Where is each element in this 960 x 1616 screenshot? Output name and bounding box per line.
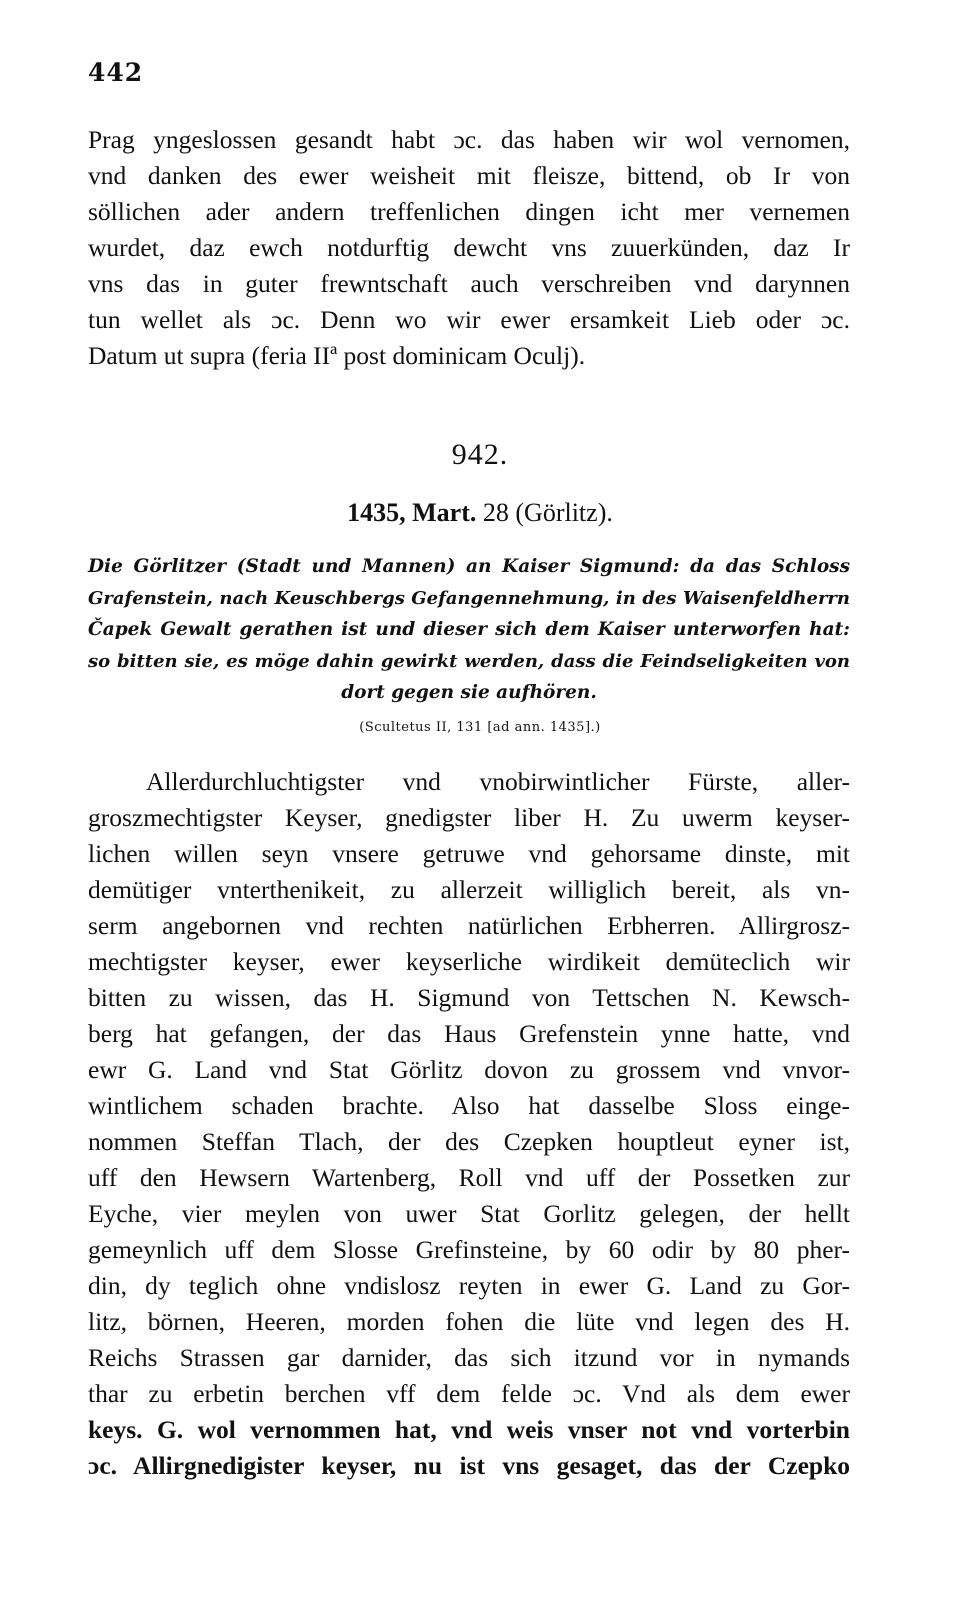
text-line: lichen willen seyn vnsere getruwe vnd gehorsame dinste, mit xyxy=(88,839,850,868)
text-line: Reichs Strassen gar darnider, das sich itzund vor in nymands xyxy=(88,1343,850,1372)
text-line: serm angebornen vnd rechten natürlichen Erbherren. Allirgrosz- xyxy=(88,911,850,940)
document-summary xyxy=(88,551,850,709)
text-line: nommen Steffan Tlach, der des Czepken houptleut eyner ist, xyxy=(88,1127,850,1156)
text-line: thar zu erbetin berchen vff dem felde ɔc. Vnd als dem ewer xyxy=(88,1379,850,1408)
date-year: 1435, xyxy=(347,498,406,527)
text-line: wintlichem schaden brachte. Also hat dasselbe Sloss einge- xyxy=(88,1091,850,1120)
text-line: din, dy teglich ohne vndislosz reyten in ewer G. Land zu Gor- xyxy=(88,1271,850,1300)
summary-line: Čapek Gewalt gerathen ist und dieser sich dem Kaiser unterworfen hat: xyxy=(88,619,850,640)
summary-line: Grafenstein, nach Keuschbergs Gefangennehmung, in des Waisenfeldherrn xyxy=(88,587,850,609)
date-day: 28 xyxy=(482,498,509,527)
document-number: 942. xyxy=(451,438,509,471)
text-line: demütiger vnterthenikeit, zu allerzeit williglich bereit, als vn- xyxy=(88,875,850,904)
text-line: berg hat gefangen, der das Haus Grefenstein ynne hatte, vnd xyxy=(88,1019,850,1048)
text-line: Allerdurchluchtigster vnd vnobirwintlicher Fürste, aller- xyxy=(146,767,850,796)
source-citation: (Scultetus II, 131 [ad ann. 1435].) xyxy=(359,720,601,735)
date-month: Mart. xyxy=(412,498,477,527)
document-date xyxy=(0,498,960,528)
text-line: mechtigster keyser, ewer keyserliche wirdikeit demüteclich wir xyxy=(88,947,850,976)
text-line: keys. G. wol vernommen hat, vnd weis vnser not vnd vorterbin xyxy=(88,1415,850,1444)
continuation-text xyxy=(88,122,850,374)
text-line: Datum ut supra (feria IIª post dominicam Oculj). xyxy=(88,341,586,370)
text-line: ɔc. Allirgnedigister keyser, nu ist vns gesaget, das der Czepko xyxy=(88,1451,850,1480)
text-line: wurdet, daz ewch notdurftig dewcht vns zuuerkünden, daz Ir xyxy=(88,233,850,262)
text-line: söllichen ader andern treffenlichen dingen icht mer vernemen xyxy=(88,197,850,226)
letter-body xyxy=(88,764,850,1484)
text-line: vnd danken des ewer weisheit mit fleisze, bittend, ob Ir von xyxy=(88,161,850,190)
text-line: uff den Hewsern Wartenberg, Roll vnd uff der Possetken zur xyxy=(88,1163,850,1192)
summary-line: dort gegen sie aufhören. xyxy=(341,682,597,703)
summary-line: Die Görlitzer (Stadt und Mannen) an Kaiser Sigmund: da das Schloss xyxy=(88,556,850,577)
text-line: Prag yngeslossen gesandt habt ɔc. das haben wir wol vernomen, xyxy=(88,125,850,154)
text-line: gemeynlich uff dem Slosse Grefinsteine, by 60 odir by 80 pher- xyxy=(88,1235,850,1264)
summary-line: so bitten sie, es möge dahin gewirkt werden, dass die Feindseligkeiten von xyxy=(88,650,850,672)
date-place: (Görlitz). xyxy=(515,498,613,527)
page-number: 442 xyxy=(88,58,144,87)
text-line: litz, börnen, Heeren, morden fohen die lüte vnd legen des H. xyxy=(88,1307,850,1336)
text-line: groszmechtigster Keyser, gnedigster liber H. Zu uwerm keyser- xyxy=(88,803,850,832)
text-line: ewr G. Land vnd Stat Görlitz dovon zu grossem vnd vnvor- xyxy=(88,1055,850,1084)
text-line: bitten zu wissen, das H. Sigmund von Tettschen N. Kewsch- xyxy=(88,983,850,1012)
text-line: vns das in guter frewntschaft auch verschreiben vnd darynnen xyxy=(88,269,850,298)
text-line: tun wellet als ɔc. Denn wo wir ewer ersamkeit Lieb oder ɔc. xyxy=(88,305,850,334)
text-line: Eyche, vier meylen von uwer Stat Gorlitz gelegen, der hellt xyxy=(88,1199,850,1228)
